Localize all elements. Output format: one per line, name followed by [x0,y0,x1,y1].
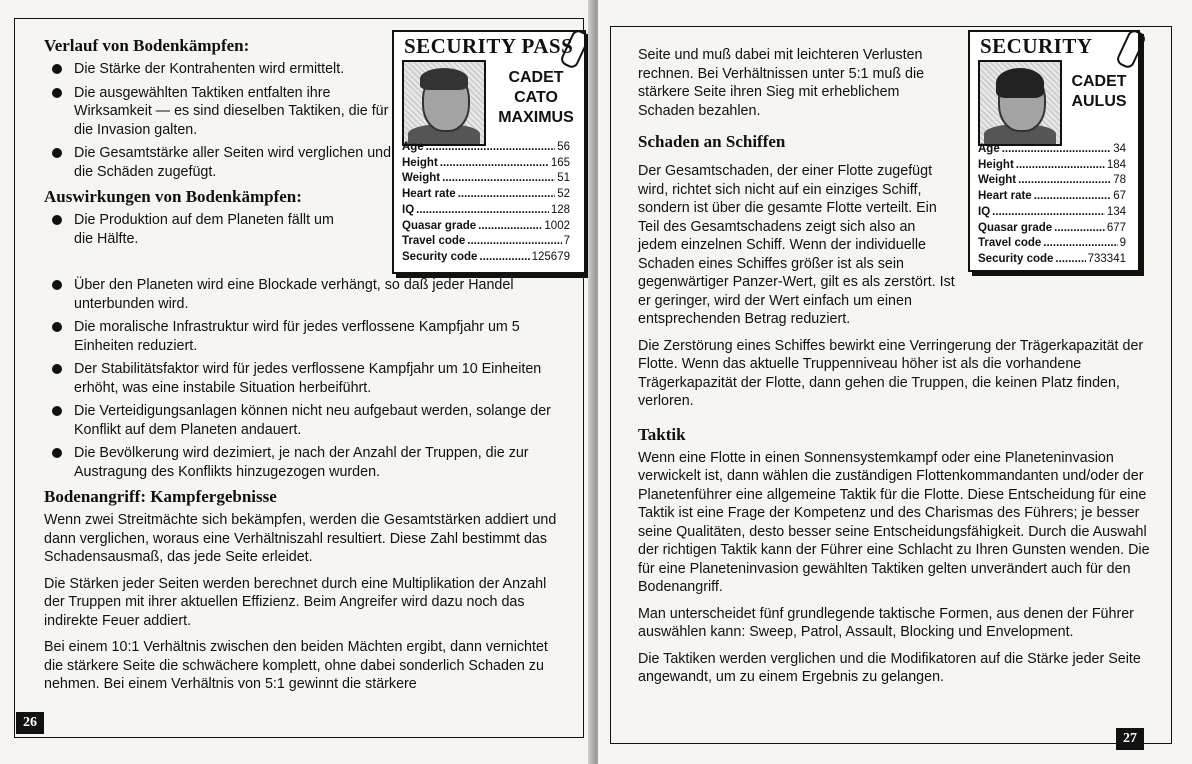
cadet-stats [402,140,570,266]
bullet-list-effects-top [44,211,344,248]
right-page [598,0,1192,764]
bullet-icon [52,322,62,332]
stat-row-iq: IQ ..... 128 [402,203,570,219]
list-item: Die moralische Infrastruktur wird für jedes verflossene Kampfjahr um 5 Einheiten reduziert. [44,318,570,355]
stat-row-age: Age ..... 34 [978,142,1126,158]
bullet-icon [52,88,62,98]
section-heading-ground-combat-course: Verlauf von Bodenkämpfen: [44,36,250,55]
list-item: Die Bevölkerung wird dezimiert, je nach der Anzahl der Truppen, die zur Austragung des Konflikts hinzugezogen wurden. [44,444,570,481]
list-item: Die Produktion auf dem Planeten fällt um die Hälfte. [44,211,344,248]
cadet-rank: CADET [508,69,564,86]
stat-row-quasar-grade: Quasar grade ..... 677 [978,221,1126,237]
bullet-icon [52,215,62,225]
stat-row-heart-rate: Heart rate ..... 52 [402,187,570,203]
stat-row-height: Height ..... 165 [402,156,570,172]
paragraph: Wenn zwei Streitmächte sich bekämpfen, werden die Gesamtstärken addiert und dann verglichen, woraus eine Verhältniszahl resultiert. Diese Zahl bestimmt das Schadensausmaß, das jede Seite erleidet. [44,512,557,565]
stat-row-iq: IQ ..... 134 [978,205,1126,221]
stat-row-travel-code: Travel code ..... 9 [978,236,1126,252]
cadet-name [1064,72,1134,112]
section-heading-ground-combat-effects: Auswirkungen von Bodenkämpfen: [44,187,302,206]
stat-row-travel-code: Travel code ..... 7 [402,234,570,250]
list-item: Die Stärke der Kontrahenten wird ermittelt. [44,60,404,79]
stat-row-security-code: Security code ..... 125679 [402,250,570,266]
cadet-name [492,68,580,128]
list-item: Die ausgewählten Taktiken entfalten ihre Wirksamkeit — es sind dieselben Taktiken, die für die Invasion galten. [44,84,404,140]
list-item: Der Stabilitätsfaktor wird für jedes verflossene Kampfjahr um 10 Einheiten erhöht, was eine instabile Situation herbeiführt. [44,360,570,397]
stat-row-weight: Weight ..... 78 [978,173,1126,189]
security-pass-card [392,30,586,274]
bullet-icon [52,148,62,158]
cadet-portrait [402,60,486,146]
cadet-last-name: MAXIMUS [498,109,574,126]
paragraph-continuation: Seite und muß dabei mit leichteren Verlusten rechnen. Bei Verhältnissen unter 5:1 muß die stärkere Seite ihren Sieg mit erheblichem Schaden bezahlen. [638,47,925,119]
bullet-icon [52,448,62,458]
bullet-list-course [44,60,404,181]
section-heading-tactics: Taktik [638,424,686,444]
list-item: Die Verteidigungsanlagen können nicht neu aufgebaut werden, solange der Konflikt auf dem Planeten andauert. [44,402,570,439]
right-column-top [638,46,956,156]
paragraph: Die Stärken jeder Seiten werden berechnet durch eine Multiplikation der Anzahl der Truppen mit ihrer aktuellen Effizienz. Beim Angreifer wird dazu noch das indirekte Feuer addiert. [44,575,547,629]
paragraph: Man unterscheidet fünf grundlegende taktische Formen, aus denen der Führer auswählen kann: Sweep, Patrol, Assault, Blocking und Envelopment. [638,605,1134,640]
section-heading-ship-damage: Schaden an Schiffen [638,132,786,151]
security-pass-title: SECURITY [980,34,1092,58]
page-number: 26 [16,712,44,734]
left-page [0,0,594,764]
stat-row-heart-rate: Heart rate ..... 67 [978,189,1126,205]
list-item: Über den Planeten wird eine Blockade verhängt, so daß jeder Handel unterbunden wird. [44,276,570,313]
left-column-bottom [44,276,570,702]
stat-row-quasar-grade: Quasar grade ..... 1002 [402,219,570,235]
portrait-hair [420,68,468,90]
cadet-rank: CADET [1071,73,1127,90]
paragraph: Die Zerstörung eines Schiffes bewirkt eine Verringerung der Trägerkapazität der Flotte. Wenn das aktuelle Truppenniveau höher ist als die vorhandene Trägerkapazität der Flotte, dann gehen die Truppen, die keinen Platz finden, verloren. [638,337,1144,409]
portrait-helmet [996,68,1044,98]
stat-row-security-code: Security code ..... 733341 [978,252,1126,268]
bullet-list-effects [44,276,570,481]
section-heading-ground-attack-results: Bodenangriff: Kampfergebnisse [44,487,277,506]
cadet-portrait [978,60,1062,146]
stat-row-age: Age ..... 56 [402,140,570,156]
cadet-stats [978,142,1126,268]
paragraph: Wenn eine Flotte in einen Sonnensystemkampf oder eine Planeteninvasion verwickelt ist, dann wählen die zuständigen Flottenkommandanten und/oder der Planetenführer eine allgemeine Taktik für die Flotte. Diese Entscheidung für eine Taktik ist eine Frage der Kompetenz und des Charismas des Führers; je besser seine Qualitäten, desto besser seine Entscheidungsfähigkeit. Durch die Auswahl der richtigen Taktik kann der Führer eine Schlacht zu Ihren Gunsten wenden. Die für eine Planeteninvasion gewählten Taktiken gelten unverändert auch für den Bodenangriff. [638,449,1150,595]
left-column-top [44,36,404,254]
cadet-first-name: AULUS [1071,93,1127,110]
bullet-icon [52,280,62,290]
bullet-icon [52,364,62,374]
paragraph: Die Taktiken werden verglichen und die Modifikatoren auf die Stärke jeder Seite angewandt, um zu einem Ergebnis zu gelangen. [638,650,1141,685]
security-pass-card [968,30,1140,272]
stat-row-weight: Weight ..... 51 [402,171,570,187]
cadet-first-name: CATO [514,89,558,106]
page-number: 27 [1116,728,1144,750]
bullet-icon [52,64,62,74]
paragraph: Der Gesamtschaden, der einer Flotte zugefügt wird, richtet sich nicht auf ein einziges Schiff, sondern ist über die gesamte Flotte verteilt. Ein Teil des Gesamtschadens zeigt sich also an jedem einzelnen Schiff. Wenn der individuelle Schaden eines Schiffes größer ist als sein gegenwärtiger Panzer-Wert, gilt es als zerstört. Ist er geringer, wird der Wert einfach um einen entsprechenden Betrag reduziert. [638,163,955,327]
paragraph: Bei einem 10:1 Verhältnis zwischen den beiden Mächten ergibt, dann vernichtet die stärkere Seite die schwächere komplett, ohne dabei sonderlich Schaden zu nehmen. Bei einem Verhältnis von 5:1 gewinnt die stärkere [44,639,548,692]
stat-row-height: Height ..... 184 [978,158,1126,174]
list-item: Die Gesamtstärke aller Seiten wird verglichen und die Schäden zugefügt. [44,144,404,181]
bullet-icon [52,406,62,416]
security-pass-title: SECURITY PASS [404,34,574,58]
